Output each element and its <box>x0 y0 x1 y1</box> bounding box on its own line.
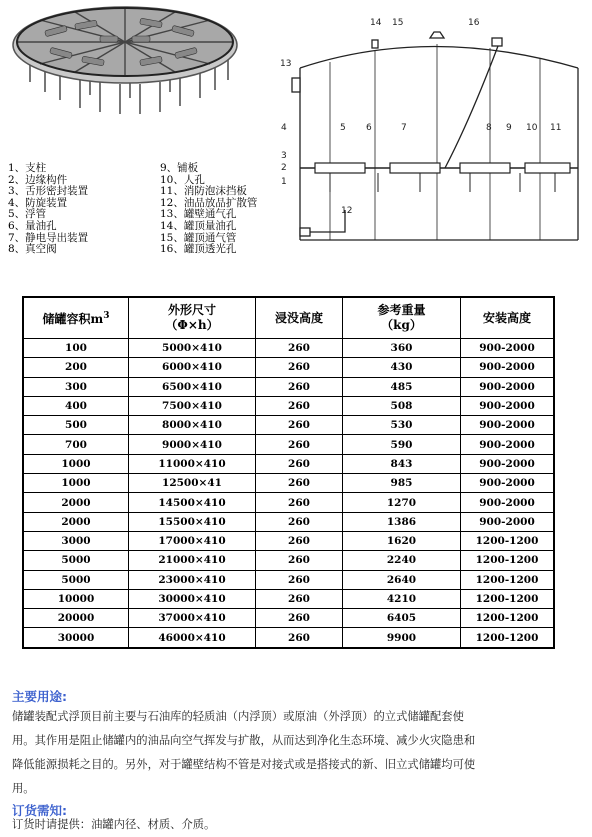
table-cell: 400 <box>23 396 129 415</box>
table-cell: 900-2000 <box>461 339 555 358</box>
legend-item: 7、静电导出装置 <box>8 231 89 244</box>
legend-item: 11、消防泡沫挡板 <box>160 185 247 198</box>
table-cell: 3000 <box>23 531 129 550</box>
table-cell: 260 <box>256 512 343 531</box>
table-cell: 260 <box>256 589 343 608</box>
table-cell: 260 <box>256 570 343 589</box>
order-title: 订货需知: <box>12 803 67 818</box>
legend-item: 14、罐顶量油孔 <box>160 219 237 232</box>
table-cell: 900-2000 <box>461 454 555 473</box>
table-cell: 260 <box>256 339 343 358</box>
usage-line: 用。其作用是阻止储罐内的油品向空气挥发与扩散，从而达到净化生态环境、减少火灾隐患和 <box>12 734 476 747</box>
legend-item: 12、油品放品扩散管 <box>160 196 258 209</box>
table-cell: 9900 <box>343 628 461 648</box>
table-cell: 20000 <box>23 609 129 628</box>
table-cell: 900-2000 <box>461 416 555 435</box>
table-cell: 900-2000 <box>461 358 555 377</box>
table-body <box>23 339 554 648</box>
table-row <box>23 570 554 589</box>
table-cell: 14500×410 <box>129 493 256 512</box>
table-cell: 2240 <box>343 551 461 570</box>
callout-7: 7 <box>401 123 407 133</box>
callout-12: 12 <box>341 206 353 216</box>
table-cell: 1200-1200 <box>461 628 555 648</box>
table-cell: 8000×410 <box>129 416 256 435</box>
legend-item: 4、防旋装置 <box>8 196 68 209</box>
table-row <box>23 358 554 377</box>
usage-title: 主要用途: <box>12 689 67 704</box>
table-cell: 1000 <box>23 474 129 493</box>
table-cell: 430 <box>343 358 461 377</box>
table-cell: 37000×410 <box>129 609 256 628</box>
floating-roof-illustration <box>0 0 592 285</box>
table-cell: 23000×410 <box>129 570 256 589</box>
table-cell: 6000×410 <box>129 358 256 377</box>
table-cell: 900-2000 <box>461 396 555 415</box>
legend-column-right <box>160 163 257 256</box>
table-row <box>23 416 554 435</box>
legend-item: 3、舌形密封装置 <box>8 185 89 198</box>
header-dimensions: 外形尺寸 （Φ×h） <box>129 297 256 339</box>
table-cell: 1200-1200 <box>461 551 555 570</box>
table-cell: 260 <box>256 435 343 454</box>
table-cell: 500 <box>23 416 129 435</box>
legend-item: 5、浮管 <box>8 208 47 221</box>
table-cell: 1200-1200 <box>461 589 555 608</box>
table-cell: 1200-1200 <box>461 609 555 628</box>
table-cell: 7500×410 <box>129 396 256 415</box>
legend-item: 8、真空阀 <box>8 243 57 256</box>
table-cell: 12500×41 <box>129 474 256 493</box>
table-cell: 200 <box>23 358 129 377</box>
header-immersion-height: 浸没高度 <box>256 297 343 339</box>
table-cell: 260 <box>256 531 343 550</box>
callout-3: 3 <box>281 151 287 161</box>
usage-line: 储罐装配式浮顶目前主要与石油库的轻质油（内浮顶）或原油（外浮顶）的立式储罐配套使 <box>12 710 464 723</box>
table-cell: 6500×410 <box>129 377 256 396</box>
legend-item: 2、边缘构件 <box>8 173 68 186</box>
table-header-row <box>23 297 554 339</box>
table-row <box>23 474 554 493</box>
table-cell: 260 <box>256 396 343 415</box>
callout-1: 1 <box>281 177 287 187</box>
callout-14: 14 <box>370 18 382 28</box>
table-cell: 1620 <box>343 531 461 550</box>
legend-item: 13、罐壁通气孔 <box>160 208 237 221</box>
table-cell: 485 <box>343 377 461 396</box>
callout-8: 8 <box>486 123 492 133</box>
table-cell: 1200-1200 <box>461 531 555 550</box>
table-row <box>23 609 554 628</box>
table-cell: 10000 <box>23 589 129 608</box>
callout-13: 13 <box>280 59 292 69</box>
callout-2: 2 <box>281 163 287 173</box>
table-cell: 843 <box>343 454 461 473</box>
table-row <box>23 531 554 550</box>
table-cell: 30000 <box>23 628 129 648</box>
order-text: 订货时请提供：油罐内径、材质、介质。 <box>12 818 216 831</box>
table-cell: 260 <box>256 628 343 648</box>
callout-6: 6 <box>366 123 372 133</box>
callout-4: 4 <box>281 123 287 133</box>
table-cell: 21000×410 <box>129 551 256 570</box>
legend-item: 15、罐顶通气管 <box>160 231 237 244</box>
table-cell: 1000 <box>23 454 129 473</box>
table-cell: 260 <box>256 416 343 435</box>
table-cell: 5000 <box>23 570 129 589</box>
table-cell: 11000×410 <box>129 454 256 473</box>
table-cell: 700 <box>23 435 129 454</box>
callout-9: 9 <box>506 123 512 133</box>
usage-line: 用。 <box>12 782 35 795</box>
table-cell: 4210 <box>343 589 461 608</box>
spec-table <box>22 296 555 649</box>
table-row <box>23 493 554 512</box>
table-row <box>23 454 554 473</box>
legend-column-left <box>8 163 88 256</box>
legend-item: 6、量油孔 <box>8 219 57 232</box>
header-install-height: 安装高度 <box>461 297 555 339</box>
callout-15: 15 <box>392 18 404 28</box>
table-cell: 17000×410 <box>129 531 256 550</box>
legend-item: 9、铺板 <box>160 162 199 174</box>
table-cell: 260 <box>256 358 343 377</box>
callout-11: 11 <box>550 123 562 133</box>
table-cell: 900-2000 <box>461 493 555 512</box>
callout-10: 10 <box>526 123 538 133</box>
table-cell: 5000×410 <box>129 339 256 358</box>
legend-item: 10、人孔 <box>160 173 205 186</box>
table-cell: 46000×410 <box>129 628 256 648</box>
table-cell: 900-2000 <box>461 377 555 396</box>
table-cell: 590 <box>343 435 461 454</box>
header-reference-weight: 参考重量 （kg） <box>343 297 461 339</box>
tank-diagram <box>292 32 578 240</box>
table-cell: 900-2000 <box>461 474 555 493</box>
table-cell: 508 <box>343 396 461 415</box>
table-cell: 2000 <box>23 493 129 512</box>
table-cell: 900-2000 <box>461 512 555 531</box>
table-row <box>23 435 554 454</box>
usage-line: 降低能源损耗之目的。另外，对于罐壁结构不管是对接式或是搭接式的新、旧立式储罐均可使 <box>12 758 476 771</box>
table-cell: 360 <box>343 339 461 358</box>
table-row <box>23 339 554 358</box>
table-cell: 985 <box>343 474 461 493</box>
table-cell: 260 <box>256 454 343 473</box>
table-cell: 9000×410 <box>129 435 256 454</box>
table-row <box>23 628 554 648</box>
table-cell: 1270 <box>343 493 461 512</box>
callout-5: 5 <box>340 123 346 133</box>
table-cell: 6405 <box>343 609 461 628</box>
table-cell: 2000 <box>23 512 129 531</box>
table-cell: 100 <box>23 339 129 358</box>
table-row <box>23 396 554 415</box>
table-cell: 530 <box>343 416 461 435</box>
table-cell: 260 <box>256 609 343 628</box>
table-row <box>23 377 554 396</box>
table-cell: 2640 <box>343 570 461 589</box>
table-cell: 30000×410 <box>129 589 256 608</box>
table-cell: 1386 <box>343 512 461 531</box>
table-cell: 5000 <box>23 551 129 570</box>
table-cell: 1200-1200 <box>461 570 555 589</box>
floating-deck-image <box>13 7 237 114</box>
table-cell: 260 <box>256 551 343 570</box>
table-row <box>23 551 554 570</box>
table-cell: 300 <box>23 377 129 396</box>
usage-paragraph <box>12 705 582 801</box>
table-row <box>23 512 554 531</box>
table-row <box>23 589 554 608</box>
header-volume: 储罐容积$m^3$ <box>23 297 129 339</box>
callout-16: 16 <box>468 18 480 28</box>
table-cell: 260 <box>256 493 343 512</box>
table-cell: 900-2000 <box>461 435 555 454</box>
table-cell: 260 <box>256 377 343 396</box>
legend-item: 1、支柱 <box>8 162 47 174</box>
table-cell: 15500×410 <box>129 512 256 531</box>
legend-item: 16、罐顶透光孔 <box>160 243 237 256</box>
table-cell: 260 <box>256 474 343 493</box>
